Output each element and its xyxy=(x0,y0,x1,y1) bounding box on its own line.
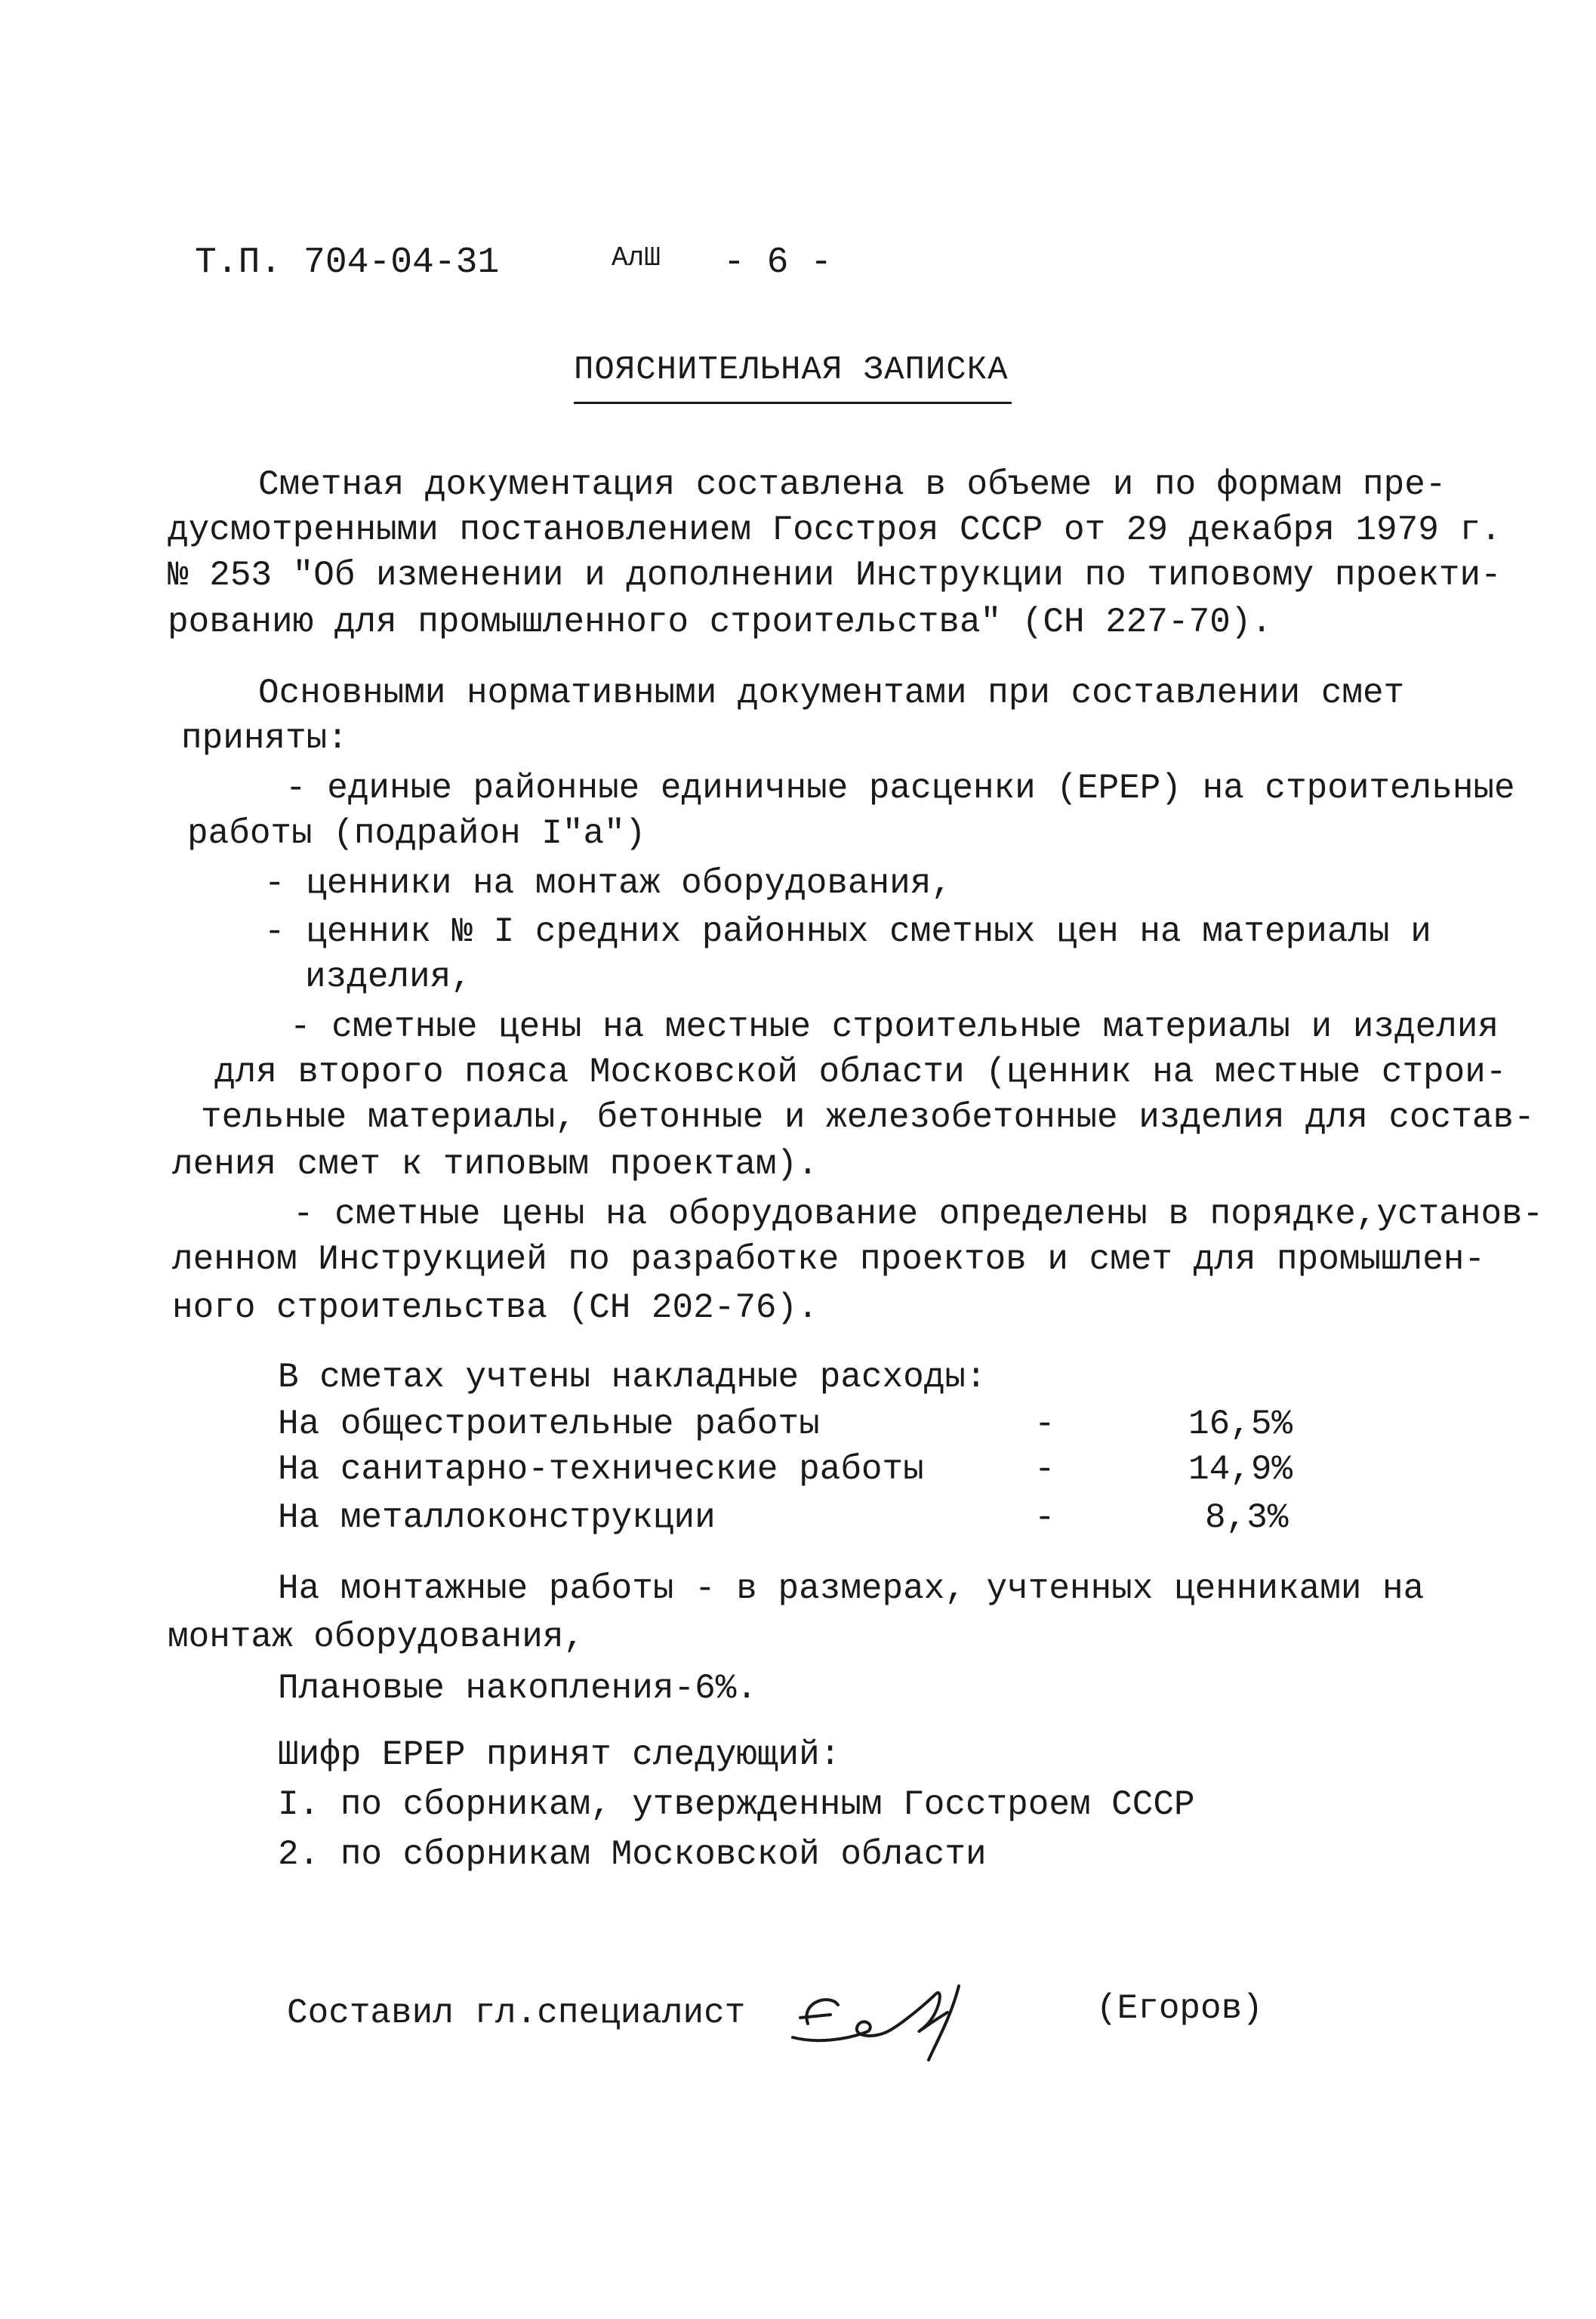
signer-name: (Егоров) xyxy=(1096,1989,1263,2028)
cipher-item: I. по сборникам, утвержденным Госстроем СССР xyxy=(278,1785,1195,1824)
paragraph-line: рованию для промышленного строительства" (СН 227-70). xyxy=(168,603,1273,642)
paragraph-line: Основными нормативными документами при составлении смет xyxy=(258,674,1405,713)
paragraph-line: № 253 "Об изменении и дополнении Инструкции по типовому проекти- xyxy=(168,556,1502,595)
title-underline xyxy=(574,402,1012,404)
list-item: ного строительства (СН 202-76). xyxy=(172,1288,818,1328)
list-item: ления смет к типовым проектам). xyxy=(172,1145,818,1184)
overhead-value: 14,9% xyxy=(1188,1450,1293,1489)
overhead-value: 8,3% xyxy=(1205,1498,1289,1537)
page-title: ПОЯСНИТЕЛЬНАЯ ЗАПИСКА xyxy=(574,351,1009,389)
paragraph-line: монтаж оборудования, xyxy=(168,1617,585,1657)
paragraph-line: На монтажные работы - в размерах, учтенных ценниками на xyxy=(278,1569,1425,1608)
list-item: - ценники на монтаж оборудования, xyxy=(264,864,952,903)
list-item: изделия, xyxy=(305,958,472,997)
page-number: - 6 - xyxy=(723,242,833,283)
overhead-value: 16,5% xyxy=(1188,1405,1293,1444)
list-item: - сметные цены на местные строительные материалы и изделия xyxy=(290,1007,1499,1047)
overhead-label: На санитарно-технические работы xyxy=(278,1450,924,1489)
overhead-label: На общестроительные работы xyxy=(278,1405,820,1444)
list-item: - ценник № I средних районных сметных цен на материалы и xyxy=(264,912,1431,951)
cipher-intro: Шифр ЕРЕР принят следующий: xyxy=(278,1735,841,1775)
planned-accumulations: Плановые накопления-6%. xyxy=(278,1669,757,1708)
list-item: - сметные цены на оборудование определены в порядке,установ- xyxy=(293,1195,1544,1234)
list-item: тельные материалы, бетонные и железобетонные изделия для состав- xyxy=(201,1098,1535,1137)
doc-code: Т.П. 704-04-31 xyxy=(195,242,500,283)
cipher-item: 2. по сборникам Московской области xyxy=(278,1835,987,1874)
paragraph-line: Сметная документация составлена в объеме и по формам пре- xyxy=(258,465,1447,504)
overhead-dash: - xyxy=(1034,1450,1055,1489)
overhead-label: На металлоконструкции xyxy=(278,1498,716,1537)
signature-icon xyxy=(785,1971,1012,2062)
list-item: ленном Инструкцией по разработке проектов и смет для промышлен- xyxy=(172,1240,1486,1279)
overheads-intro: В сметах учтены накладные расходы: xyxy=(278,1358,987,1397)
overhead-dash: - xyxy=(1034,1498,1055,1537)
list-item: - единые районные единичные расценки (ЕРЕР) на строительные xyxy=(285,769,1515,808)
list-item: работы (подрайон I"а") xyxy=(187,814,646,853)
paragraph-line: дусмотренными постановлением Госстроя СССР от 29 декабря 1979 г. xyxy=(168,510,1502,550)
compiled-by-label: Составил гл.специалист xyxy=(287,1994,746,2033)
list-item: для второго пояса Московской области (ценник на местные строи- xyxy=(214,1053,1507,1092)
paragraph-line: приняты: xyxy=(181,719,348,758)
overhead-dash: - xyxy=(1034,1405,1055,1444)
album-code: АлШ xyxy=(612,242,661,273)
